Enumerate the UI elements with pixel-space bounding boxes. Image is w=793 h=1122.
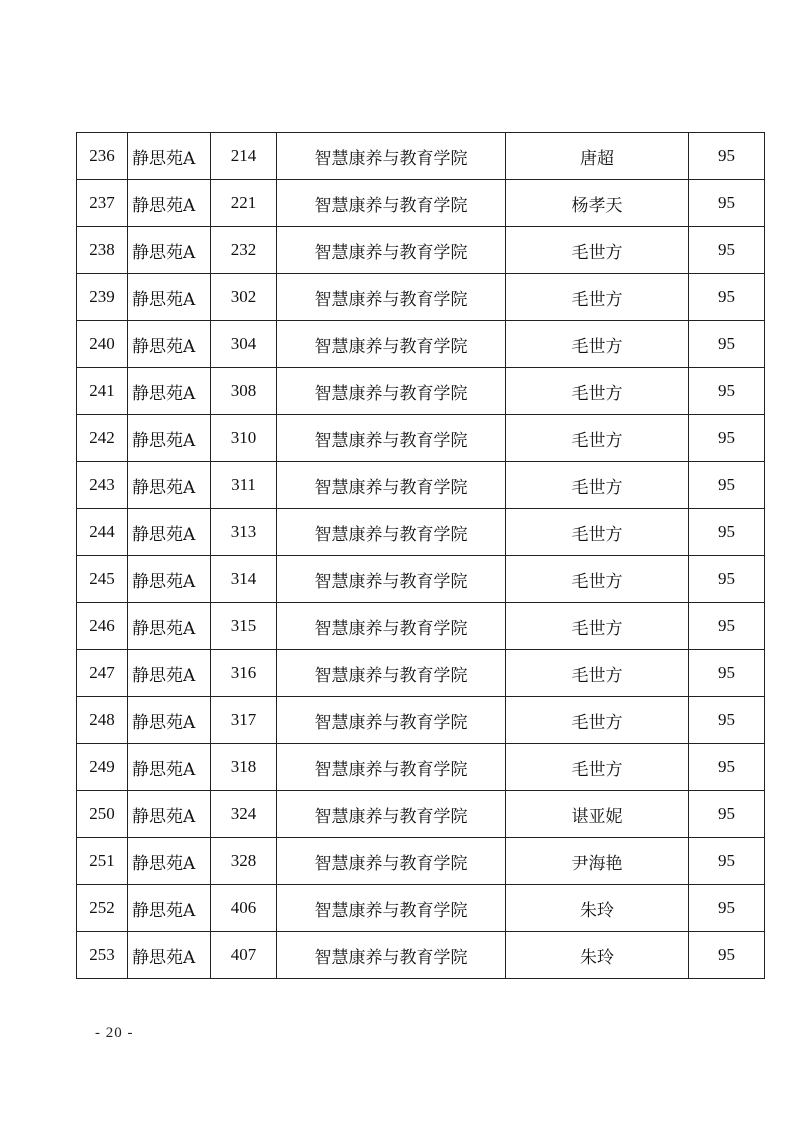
college-cell: 智慧康养与教育学院 — [277, 415, 506, 462]
row-number-cell: 247 — [77, 650, 128, 697]
room-number-cell: 313 — [211, 509, 277, 556]
row-number-cell: 253 — [77, 932, 128, 979]
row-number-cell: 240 — [77, 321, 128, 368]
table-row — [77, 838, 765, 885]
inspector-name-cell: 毛世方 — [506, 556, 689, 603]
inspector-name-cell: 尹海艳 — [506, 838, 689, 885]
building-cell: 静思苑A — [128, 133, 211, 180]
college-cell: 智慧康养与教育学院 — [277, 133, 506, 180]
row-number-cell: 236 — [77, 133, 128, 180]
row-number-cell: 242 — [77, 415, 128, 462]
score-cell: 95 — [689, 838, 765, 885]
building-cell: 静思苑A — [128, 227, 211, 274]
row-number-cell: 244 — [77, 509, 128, 556]
college-cell: 智慧康养与教育学院 — [277, 885, 506, 932]
building-cell: 静思苑A — [128, 650, 211, 697]
score-cell: 95 — [689, 744, 765, 791]
building-cell: 静思苑A — [128, 885, 211, 932]
table-row — [77, 650, 765, 697]
room-number-cell: 315 — [211, 603, 277, 650]
inspector-name-cell: 唐超 — [506, 133, 689, 180]
room-number-cell: 221 — [211, 180, 277, 227]
row-number-cell: 248 — [77, 697, 128, 744]
score-cell: 95 — [689, 415, 765, 462]
college-cell: 智慧康养与教育学院 — [277, 697, 506, 744]
college-cell: 智慧康养与教育学院 — [277, 274, 506, 321]
inspector-name-cell: 毛世方 — [506, 697, 689, 744]
room-number-cell: 316 — [211, 650, 277, 697]
building-cell: 静思苑A — [128, 791, 211, 838]
room-number-cell: 406 — [211, 885, 277, 932]
table-row — [77, 180, 765, 227]
table-row — [77, 509, 765, 556]
room-number-cell: 314 — [211, 556, 277, 603]
table-row — [77, 744, 765, 791]
college-cell: 智慧康养与教育学院 — [277, 509, 506, 556]
table-row — [77, 885, 765, 932]
building-cell: 静思苑A — [128, 697, 211, 744]
building-cell: 静思苑A — [128, 932, 211, 979]
row-number-cell: 238 — [77, 227, 128, 274]
score-cell: 95 — [689, 368, 765, 415]
college-cell: 智慧康养与教育学院 — [277, 650, 506, 697]
room-number-cell: 308 — [211, 368, 277, 415]
table-row — [77, 321, 765, 368]
table-row — [77, 791, 765, 838]
table-row — [77, 415, 765, 462]
room-number-cell: 407 — [211, 932, 277, 979]
score-cell: 95 — [689, 509, 765, 556]
room-number-cell: 304 — [211, 321, 277, 368]
room-number-cell: 311 — [211, 462, 277, 509]
room-number-cell: 310 — [211, 415, 277, 462]
college-cell: 智慧康养与教育学院 — [277, 791, 506, 838]
inspector-name-cell: 毛世方 — [506, 321, 689, 368]
inspector-name-cell: 毛世方 — [506, 368, 689, 415]
table-body — [77, 133, 765, 979]
building-cell: 静思苑A — [128, 274, 211, 321]
building-cell: 静思苑A — [128, 462, 211, 509]
inspector-name-cell: 毛世方 — [506, 509, 689, 556]
room-number-cell: 328 — [211, 838, 277, 885]
college-cell: 智慧康养与教育学院 — [277, 227, 506, 274]
row-number-cell: 239 — [77, 274, 128, 321]
table-row — [77, 227, 765, 274]
building-cell: 静思苑A — [128, 744, 211, 791]
table-row — [77, 697, 765, 744]
inspector-name-cell: 杨孝天 — [506, 180, 689, 227]
table-row — [77, 274, 765, 321]
table-row — [77, 368, 765, 415]
row-number-cell: 252 — [77, 885, 128, 932]
room-number-cell: 318 — [211, 744, 277, 791]
score-cell: 95 — [689, 932, 765, 979]
college-cell: 智慧康养与教育学院 — [277, 556, 506, 603]
college-cell: 智慧康养与教育学院 — [277, 744, 506, 791]
inspector-name-cell: 朱玲 — [506, 932, 689, 979]
table-row — [77, 603, 765, 650]
table-row — [77, 133, 765, 180]
score-cell: 95 — [689, 791, 765, 838]
building-cell: 静思苑A — [128, 415, 211, 462]
row-number-cell: 243 — [77, 462, 128, 509]
college-cell: 智慧康养与教育学院 — [277, 603, 506, 650]
room-number-cell: 232 — [211, 227, 277, 274]
building-cell: 静思苑A — [128, 321, 211, 368]
score-cell: 95 — [689, 321, 765, 368]
score-cell: 95 — [689, 650, 765, 697]
inspector-name-cell: 毛世方 — [506, 462, 689, 509]
score-cell: 95 — [689, 556, 765, 603]
building-cell: 静思苑A — [128, 838, 211, 885]
building-cell: 静思苑A — [128, 368, 211, 415]
score-cell: 95 — [689, 603, 765, 650]
row-number-cell: 250 — [77, 791, 128, 838]
building-cell: 静思苑A — [128, 180, 211, 227]
row-number-cell: 245 — [77, 556, 128, 603]
score-cell: 95 — [689, 180, 765, 227]
row-number-cell: 237 — [77, 180, 128, 227]
inspector-name-cell: 朱玲 — [506, 885, 689, 932]
row-number-cell: 246 — [77, 603, 128, 650]
building-cell: 静思苑A — [128, 556, 211, 603]
table-row — [77, 462, 765, 509]
page-number: - 20 - — [95, 1025, 134, 1041]
inspector-name-cell: 毛世方 — [506, 603, 689, 650]
room-number-cell: 324 — [211, 791, 277, 838]
room-number-cell: 214 — [211, 133, 277, 180]
college-cell: 智慧康养与教育学院 — [277, 321, 506, 368]
row-number-cell: 251 — [77, 838, 128, 885]
building-cell: 静思苑A — [128, 603, 211, 650]
table-row — [77, 556, 765, 603]
score-cell: 95 — [689, 697, 765, 744]
score-cell: 95 — [689, 227, 765, 274]
score-cell: 95 — [689, 885, 765, 932]
college-cell: 智慧康养与教育学院 — [277, 838, 506, 885]
inspector-name-cell: 毛世方 — [506, 415, 689, 462]
college-cell: 智慧康养与教育学院 — [277, 932, 506, 979]
score-table — [76, 132, 765, 979]
college-cell: 智慧康养与教育学院 — [277, 462, 506, 509]
room-number-cell: 302 — [211, 274, 277, 321]
row-number-cell: 241 — [77, 368, 128, 415]
inspector-name-cell: 毛世方 — [506, 227, 689, 274]
inspector-name-cell: 毛世方 — [506, 744, 689, 791]
score-cell: 95 — [689, 462, 765, 509]
room-number-cell: 317 — [211, 697, 277, 744]
inspector-name-cell: 谌亚妮 — [506, 791, 689, 838]
college-cell: 智慧康养与教育学院 — [277, 180, 506, 227]
table-row — [77, 932, 765, 979]
score-cell: 95 — [689, 274, 765, 321]
score-cell: 95 — [689, 133, 765, 180]
dormitory-score-table — [76, 132, 764, 979]
building-cell: 静思苑A — [128, 509, 211, 556]
inspector-name-cell: 毛世方 — [506, 274, 689, 321]
inspector-name-cell: 毛世方 — [506, 650, 689, 697]
row-number-cell: 249 — [77, 744, 128, 791]
college-cell: 智慧康养与教育学院 — [277, 368, 506, 415]
